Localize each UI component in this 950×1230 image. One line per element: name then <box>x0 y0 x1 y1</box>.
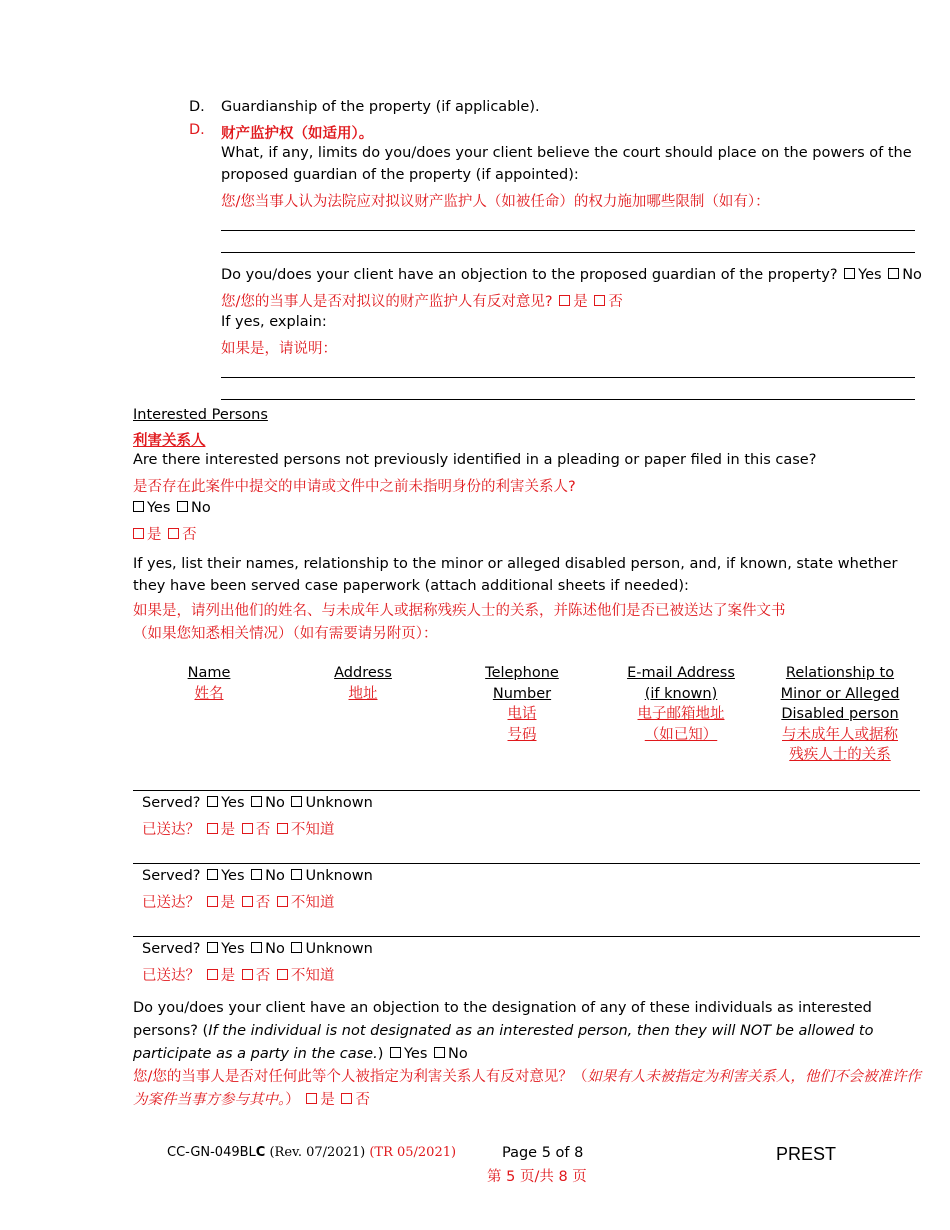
limits-question: What, if any, limits do you/does your client believe the court should place on the powers of the <box>221 145 912 161</box>
checkbox-yes[interactable] <box>207 796 218 807</box>
checkbox-no-zh[interactable] <box>594 295 605 306</box>
checkbox-no[interactable] <box>177 501 188 512</box>
prest-label: PREST <box>776 1144 837 1164</box>
form-code: CC-GN-049BLC (Rev. 07/2021) (TR 05/2021) <box>167 1145 457 1160</box>
checkbox-yes[interactable] <box>133 501 144 512</box>
interested-persons-question: Are there interested persons not previously identified in a pleading or paper filed in this case? <box>133 452 817 468</box>
section-title: Guardianship of the property (if applicable). <box>221 99 540 115</box>
limits-question-zh: 您/您当事人认为法院应对拟议财产监护人（如被任命）的权力施加哪些限制（如有）： <box>221 194 770 210</box>
checkbox-unknown[interactable] <box>291 869 302 880</box>
col-address: Address 地址 <box>334 665 392 702</box>
answer-line[interactable] <box>221 377 915 378</box>
col-email: E-mail Address (if known) 电子邮箱地址 （如已知） <box>627 665 735 743</box>
list-instructions-zh-cont: （如果您知悉相关情况）（如有需要请另附页）： <box>133 626 438 642</box>
served-row-zh: 已送达？ 是 否 不知道 <box>142 968 335 984</box>
checkbox-yes[interactable] <box>207 869 218 880</box>
checkbox-no[interactable] <box>251 942 262 953</box>
list-instructions-zh: 如果是，请列出他们的姓名、与未成年人或据称残疾人士的关系，并陈述他们是否已被送达了案件文书 <box>133 603 786 619</box>
checkbox-no[interactable] <box>434 1047 445 1058</box>
checkbox-yes-zh[interactable] <box>559 295 570 306</box>
section-letter: D. <box>189 99 205 115</box>
checkbox-unknown-zh[interactable] <box>277 969 288 980</box>
row-divider <box>133 936 920 937</box>
checkbox-no[interactable] <box>251 796 262 807</box>
checkbox-yes-zh[interactable] <box>306 1093 317 1104</box>
checkbox-yes-zh[interactable] <box>133 528 144 539</box>
checkbox-no-zh[interactable] <box>242 823 253 834</box>
page-number: Page 5 of 8 <box>502 1145 584 1161</box>
designation-question: Do you/does your client have an objection to the designation of any of these individuals as interested persons? (If the individual is not designated as an interested person, then they will NOT be allowed to participate as a party in the case.) Yes No <box>133 1000 874 1062</box>
col-relationship: Relationship to Minor or Alleged Disabled person 与未成年人或据称 残疾人士的关系 <box>780 665 900 763</box>
checkbox-unknown-zh[interactable] <box>277 896 288 907</box>
answer-line[interactable] <box>221 230 915 231</box>
designation-question-zh: 您/您的当事人是否对任何此等个人被指定为利害关系人有反对意见？（如果有人未被指定为利害关系人，他们不会被准许作为案件当事方参与其中。） 是 否 <box>133 1069 921 1108</box>
yes-no-options-zh: 是 否 <box>133 523 197 544</box>
objection-question: Do you/does your client have an objection to the proposed guardian of the property? Yes No <box>221 267 922 283</box>
checkbox-unknown-zh[interactable] <box>277 823 288 834</box>
if-yes-label: If yes, explain: <box>221 314 327 330</box>
row-divider <box>133 790 920 791</box>
list-instructions: If yes, list their names, relationship to the minor or alleged disabled person, and, if known, state whether they have been served case paperwork (attach additional sheets if needed): <box>133 556 898 594</box>
checkbox-no[interactable] <box>888 268 899 279</box>
served-row: Served? Yes No Unknown <box>142 868 373 884</box>
checkbox-yes[interactable] <box>844 268 855 279</box>
objection-question-zh: 您/您的当事人是否对拟议的财产监护人有反对意见? 是 否 <box>221 294 623 310</box>
served-row: Served? Yes No Unknown <box>142 941 373 957</box>
checkbox-yes-zh[interactable] <box>207 969 218 980</box>
interested-persons-heading-zh: 利害关系人 <box>133 433 206 449</box>
checkbox-yes[interactable] <box>390 1047 401 1058</box>
page-number-zh: 第 5 页/共 8 页 <box>487 1169 587 1185</box>
checkbox-yes-zh[interactable] <box>207 823 218 834</box>
col-telephone: Telephone Number 电话 号码 <box>485 665 559 743</box>
served-row: Served? Yes No Unknown <box>142 795 373 811</box>
checkbox-unknown[interactable] <box>291 942 302 953</box>
checkbox-yes-zh[interactable] <box>207 896 218 907</box>
col-name: Name 姓名 <box>187 665 231 702</box>
limits-question-cont: proposed guardian of the property (if appointed): <box>221 167 579 183</box>
section-title-zh: 财产监护权（如适用）。 <box>221 126 374 142</box>
answer-line[interactable] <box>221 252 915 253</box>
checkbox-no-zh[interactable] <box>168 528 179 539</box>
if-yes-label-zh: 如果是，请说明： <box>221 341 337 357</box>
interested-persons-heading: Interested Persons <box>133 407 268 423</box>
checkbox-no[interactable] <box>251 869 262 880</box>
checkbox-no-zh[interactable] <box>242 896 253 907</box>
interested-persons-question-zh: 是否存在此案件中提交的申请或文件中之前未指明身份的利害关系人? <box>133 479 576 495</box>
row-divider <box>133 863 920 864</box>
section-letter-zh: D. <box>189 122 205 138</box>
checkbox-no-zh[interactable] <box>341 1093 352 1104</box>
checkbox-unknown[interactable] <box>291 796 302 807</box>
checkbox-no-zh[interactable] <box>242 969 253 980</box>
yes-no-options: Yes No <box>133 500 211 516</box>
served-row-zh: 已送达？ 是 否 不知道 <box>142 895 335 911</box>
checkbox-yes[interactable] <box>207 942 218 953</box>
served-row-zh: 已送达？ 是 否 不知道 <box>142 822 335 838</box>
answer-line[interactable] <box>221 399 915 400</box>
